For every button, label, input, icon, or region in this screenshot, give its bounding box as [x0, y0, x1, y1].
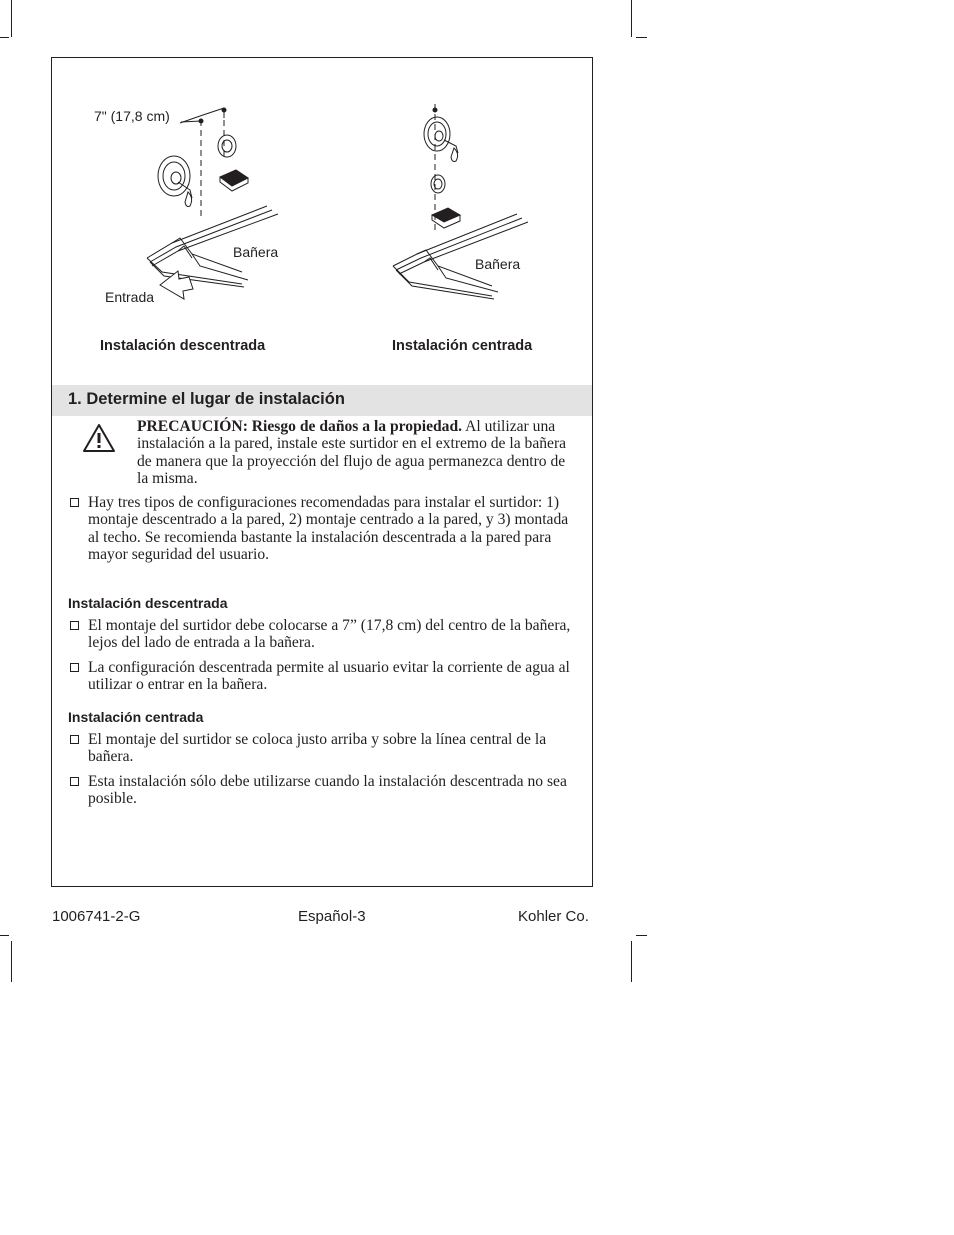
list-item [88, 659, 578, 694]
caution-body: Al utilizar una instalación a la pared, instale este surtidor en el extremo de la bañera de manera que la proyección del flujo de agua permanezca dentro de la misma. [137, 418, 567, 488]
list-item [88, 731, 578, 766]
bullet-text: Esta instalación sólo debe utilizarse cuando la instalación descentrada no sea posible. [88, 773, 567, 808]
bullet-text: La configuración descentrada permite al usuario evitar la corriente de agua al utilizar o entrar en la bañera. [88, 659, 570, 694]
list-item [88, 494, 578, 564]
checkbox-bullet-icon [70, 498, 79, 507]
installation-illustration [52, 58, 592, 378]
centered-caption: Instalación centrada [392, 338, 533, 354]
section-title: 1. Determine el lugar de instalación [68, 390, 345, 408]
footer-company: Kohler Co. [518, 908, 589, 925]
offset-caption: Instalación descentrada [100, 338, 266, 354]
checkbox-bullet-icon [70, 621, 79, 630]
warning-triangle-icon [82, 423, 116, 453]
crop-mark [0, 935, 9, 936]
footer-page-number: Español-3 [298, 908, 366, 925]
caution-text [137, 418, 577, 488]
checkbox-bullet-icon [70, 777, 79, 786]
bullet-text: El montaje del surtidor se coloca justo arriba y sobre la línea central de la bañera. [88, 731, 547, 766]
bullet-text: Hay tres tipos de configuraciones recomendadas para instalar el surtidor: 1) montaje descentrado a la pared, 2) montaje centrado a la pared, y 3) montada al techo. Se recomienda bastante la instalación descentrada a la pared para mayor seguridad del usuario. [88, 494, 569, 564]
crop-mark [631, 941, 632, 982]
bullet-text: El montaje del surtidor debe colocarse a 7” (17,8 cm) del centro de la bañera, lejos del lado de entrada a la bañera. [88, 617, 571, 652]
crop-mark [636, 37, 647, 38]
crop-mark [631, 0, 632, 37]
list-item [88, 773, 578, 808]
crop-mark [11, 0, 12, 37]
footer-doc-number: 1006741-2-G [52, 908, 141, 925]
caution-bold: PRECAUCIÓN: Riesgo de daños a la propiedad. [137, 418, 463, 435]
offset-subheading: Instalación descentrada [68, 595, 228, 611]
checkbox-bullet-icon [70, 735, 79, 744]
offset-tub-label: Bañera [233, 244, 279, 260]
section-heading-bar [52, 385, 592, 416]
centered-tub-label: Bañera [475, 256, 521, 272]
list-item [88, 617, 578, 652]
entry-label: Entrada [105, 289, 155, 305]
crop-mark [0, 37, 9, 38]
crop-mark [11, 941, 12, 982]
dimension-label: 7" (17,8 cm) [94, 108, 170, 124]
checkbox-bullet-icon [70, 663, 79, 672]
crop-mark [636, 935, 647, 936]
content-frame [51, 57, 593, 887]
centered-subheading: Instalación centrada [68, 709, 204, 725]
